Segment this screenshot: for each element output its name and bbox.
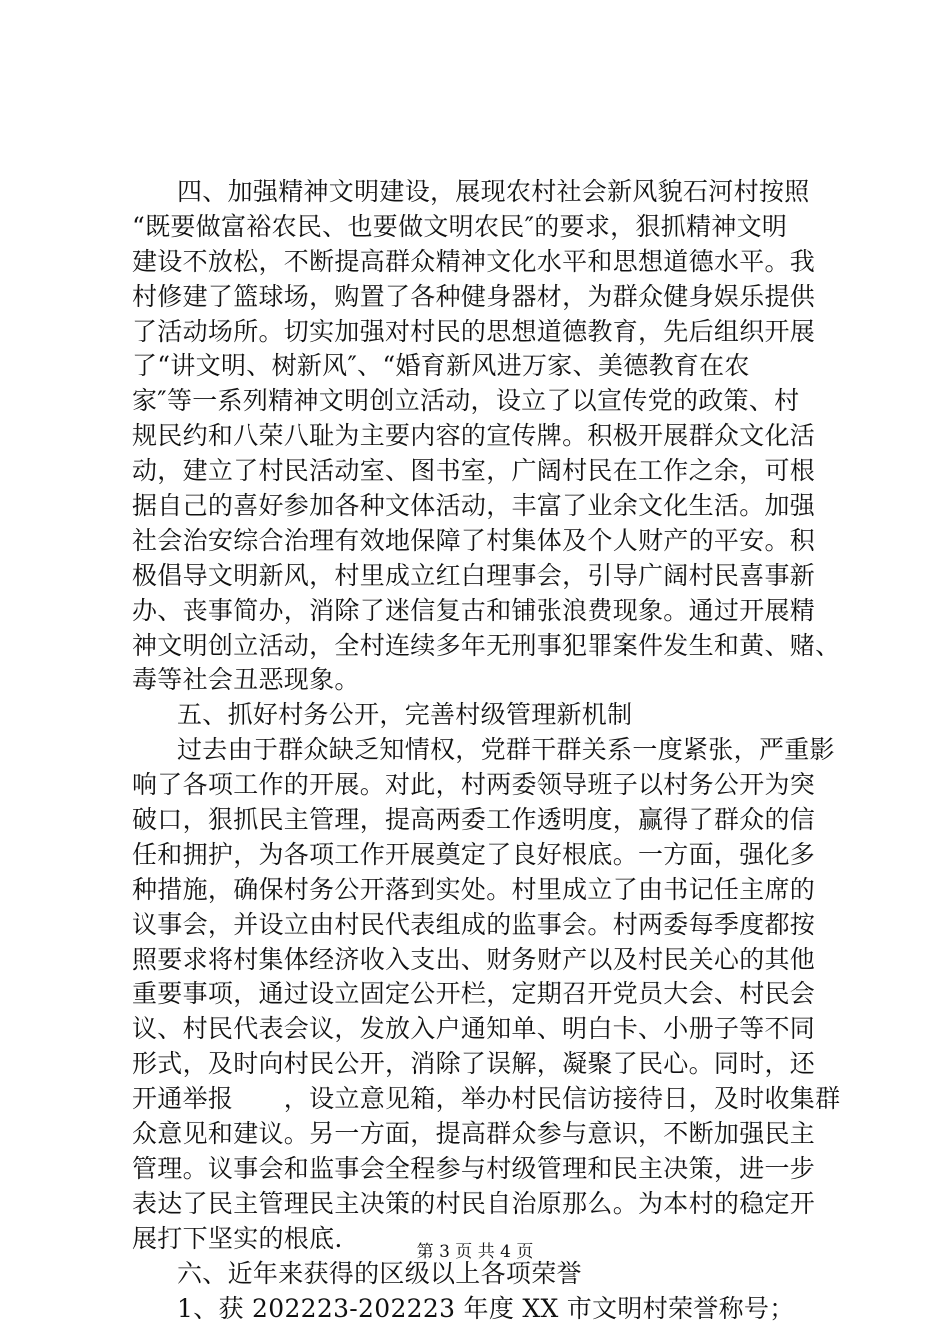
text-line: 了“讲文明、树新风″、“婚育新风进万家、美德教育在农	[132, 351, 750, 381]
text-line: 家″等一系列精神文明创立活动，设立了以宣传党的政策、村	[132, 386, 800, 416]
text-line: 重要事项，通过设立固定公开栏，定期召开党员大会、村民会	[132, 979, 816, 1009]
text-line: 管理。议事会和监事会全程参与村级管理和民主决策，进一步	[132, 1153, 816, 1183]
text-line: 建设不放松，不断提高群众精神文化水平和思想道德水平。我	[132, 246, 816, 276]
text-line: 形式，及时向村民公开，消除了误解，凝聚了民心。同时，还	[132, 1049, 816, 1079]
text-line: 破口，狠抓民主管理，提高两委工作透明度，赢得了群众的信	[132, 805, 816, 835]
text-line: 任和拥护，为各项工作开展奠定了良好根底。一方面，强化多	[132, 839, 816, 869]
text-line: 办、丧事简办，消除了迷信复古和铺张浪费现象。通过开展精	[132, 595, 816, 625]
text-line: 五、抓好村务公开，完善村级管理新机制	[177, 700, 633, 730]
text-line: 表达了民主管理民主决策的村民自治原那么。为本村的稳定开	[132, 1188, 816, 1218]
text-line: 极倡导文明新风，村里成立红白理事会，引导广阔村民喜事新	[132, 560, 816, 590]
text-line: 响了各项工作的开展。对此，村两委领导班子以村务公开为突	[132, 770, 816, 800]
text-line: 四、加强精神文明建设，展现农村社会新风貌石河村按照	[177, 177, 810, 206]
text-line: 众意见和建议。另一方面，提高群众参与意识，不断加强民主	[132, 1119, 816, 1149]
text-line: 展打下坚实的根底.	[132, 1223, 343, 1253]
text-line: 神文明创立活动，全村连续多年无刑事犯罪案件发生和黄、赌、	[132, 630, 841, 660]
text-line: 规民约和八荣八耻为主要内容的宣传牌。积极开展群众文化活	[132, 421, 816, 451]
text-line: 过去由于群众缺乏知情权，党群干群关系一度紧张，严重影	[177, 735, 835, 765]
text-line: 据自己的喜好参加各种文体活动，丰富了业余文化生活。加强	[132, 491, 816, 521]
text-line: 开通举报 ，设立意见箱，举办村民信访接待日，及时收集群	[132, 1084, 841, 1114]
text-line: 动，建立了村民活动室、图书室，广阔村民在工作之余，可根	[132, 456, 816, 486]
text-line: 毒等社会丑恶现象。	[132, 665, 360, 695]
page-footer: 第 3 页 共 4 页	[416, 1242, 534, 1262]
text-line: 种措施，确保村务公开落到实处。村里成立了由书记任主席的	[132, 874, 816, 904]
text-line: 1、获 202223-202223 年度 XX 市文明村荣誉称号；	[177, 1293, 795, 1323]
text-line: 照要求将村集体经济收入支出、财务财产以及村民关心的其他	[132, 944, 816, 974]
text-line: 六、近年来获得的区级以上各项荣誉	[177, 1258, 582, 1288]
text-line: “既要做富裕农民、也要做文明农民″的要求，狠抓精神文明	[132, 211, 788, 241]
text-line: 议事会，并设立由村民代表组成的监事会。村两委每季度都按	[132, 909, 816, 939]
text-line: 了活动场所。切实加强对村民的思想道德教育，先后组织开展	[132, 316, 816, 346]
text-line: 议、村民代表会议，发放入户通知单、明白卡、小册子等不同	[132, 1014, 816, 1044]
text-line: 社会治安综合治理有效地保障了村集体及个人财产的平安。积	[132, 525, 816, 555]
text-line: 村修建了篮球场，购置了各种健身器材，为群众健身娱乐提供	[132, 281, 816, 311]
document-body	[132, 175, 841, 1326]
